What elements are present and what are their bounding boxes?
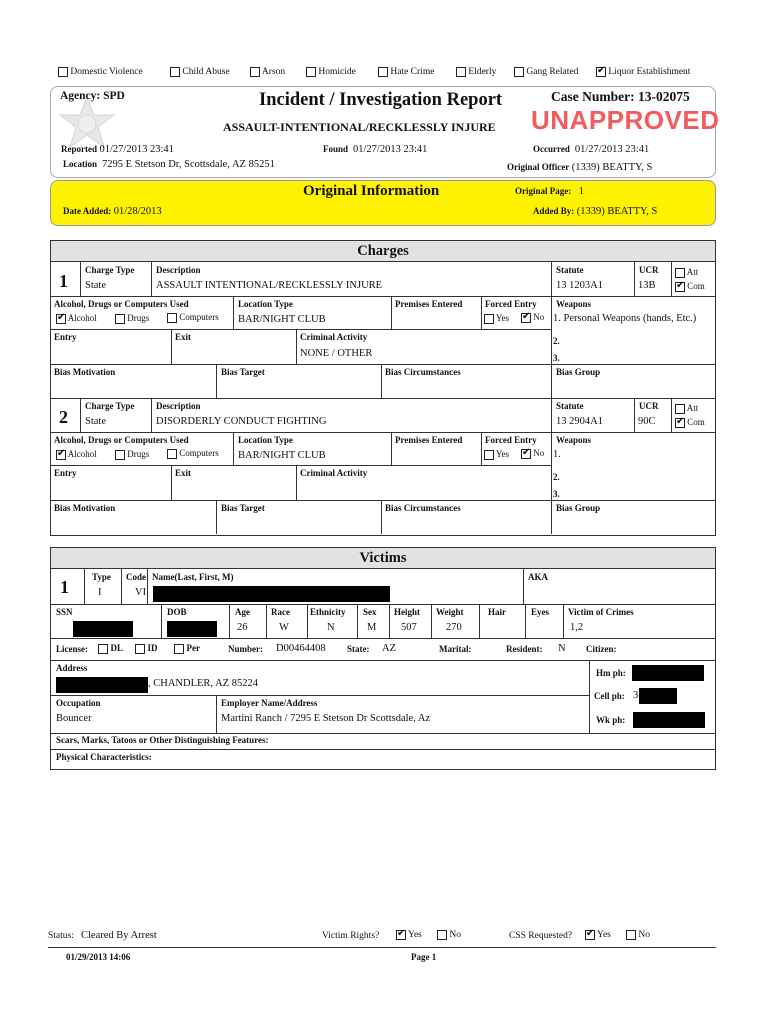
forced-entry-no[interactable]: ✔ No xyxy=(521,312,544,323)
age-label: Age xyxy=(235,607,250,617)
criminal-activity-value: NONE / OTHER xyxy=(300,348,373,359)
location-value: 7295 E Stetson Dr, Scottsdale, AZ 85251 xyxy=(102,159,275,170)
home-phone-redacted xyxy=(632,665,704,681)
statute-value: 13 2904A1 xyxy=(556,416,603,427)
unapproved-stamp: UNAPPROVED xyxy=(531,105,720,135)
bias-motivation-label: Bias Motivation xyxy=(54,503,116,513)
statute-label: Statute xyxy=(556,401,584,411)
bias-target-label: Bias Target xyxy=(221,367,265,377)
added-by-label: Added By: xyxy=(533,206,575,216)
exit-label: Exit xyxy=(175,332,192,342)
race-value: W xyxy=(279,622,289,633)
victims-title: Victims xyxy=(51,548,715,569)
statute-value: 13 1203A1 xyxy=(556,280,603,291)
reported-value: 01/27/2013 23:41 xyxy=(99,144,174,155)
weapons-label: Weapons xyxy=(556,435,592,445)
entry-label: Entry xyxy=(54,468,77,478)
resident-value: N xyxy=(558,643,566,654)
officer-value: (1339) BEATTY, S xyxy=(571,162,653,173)
victim-rights-no[interactable]: No xyxy=(437,930,461,940)
computers-checkbox[interactable]: Computers xyxy=(167,448,219,459)
charge-block xyxy=(51,398,715,534)
license-number-label: Number: xyxy=(228,644,263,654)
victim-name-redacted xyxy=(153,586,390,602)
victim-of-crimes-label: Victim of Crimes xyxy=(568,607,634,617)
page-number: Page 1 xyxy=(411,952,437,962)
found-label: Found xyxy=(323,144,349,154)
dob-label: DOB xyxy=(167,607,187,617)
cell-phone-redacted xyxy=(639,688,677,704)
work-phone-label: Wk ph: xyxy=(596,715,626,725)
age-value: 26 xyxy=(237,622,248,633)
employer-value: Martini Ranch / 7295 E Stetson Dr Scottsdale, Az xyxy=(221,713,431,724)
charge-number: 2 xyxy=(59,407,68,427)
criminal-activity-label: Criminal Activity xyxy=(300,468,368,478)
work-phone-redacted xyxy=(633,712,705,728)
occurred-value: 01/27/2013 23:41 xyxy=(574,144,650,155)
location-type-label: Location Type xyxy=(238,435,293,445)
entry-label: Entry xyxy=(54,332,77,342)
forced-entry-label: Forced Entry xyxy=(485,299,537,309)
date-added-label: Date Added: xyxy=(63,206,112,216)
forced-entry-yes[interactable]: Yes xyxy=(484,313,509,324)
victim-type-label: Type xyxy=(92,572,111,582)
weapons-label: Weapons xyxy=(556,299,592,309)
victim-aka-label: AKA xyxy=(528,572,548,582)
original-information-panel xyxy=(50,180,716,226)
ucr-label: UCR xyxy=(639,401,659,411)
footer-divider xyxy=(48,947,716,948)
address-label: Address xyxy=(56,663,88,673)
charge-number: 1 xyxy=(59,271,68,291)
height-label: Height xyxy=(394,607,420,617)
report-header xyxy=(50,86,720,178)
scars-label: Scars, Marks, Tatoos or Other Distinguishing Features: xyxy=(56,735,269,745)
description-label: Description xyxy=(156,265,201,275)
committed-checkbox[interactable]: ✔ Com xyxy=(675,417,705,428)
drugs-checkbox[interactable]: Drugs xyxy=(115,313,149,324)
victim-rights-label: Victim Rights? xyxy=(322,931,380,941)
weapon-1: 1. xyxy=(553,449,561,460)
license-row xyxy=(56,643,711,657)
status-label: Status: xyxy=(48,931,74,941)
flag-homicide[interactable]: Homicide xyxy=(306,67,356,77)
report-title: Incident / Investigation Report xyxy=(259,90,503,110)
charge-description: ASSAULT INTENTIONAL/RECKLESSLY INJURE xyxy=(156,280,383,291)
weapon-3: 3. xyxy=(553,489,560,499)
case-number-label: Case Number: xyxy=(551,89,635,104)
license-dl-checkbox[interactable]: DL xyxy=(98,643,123,654)
bias-motivation-label: Bias Motivation xyxy=(54,367,116,377)
victim-code: VI xyxy=(135,587,147,598)
alcohol-checkbox[interactable]: ✔ Alcohol xyxy=(56,313,97,324)
physical-characteristics-label: Physical Characteristics: xyxy=(56,752,152,762)
alcohol-checkbox[interactable]: ✔ Alcohol xyxy=(56,449,97,460)
status-value: Cleared By Arrest xyxy=(81,930,157,941)
sex-value: M xyxy=(367,622,377,633)
dob-redacted xyxy=(167,621,217,637)
charge-block xyxy=(51,262,715,398)
flags-row xyxy=(58,67,718,81)
css-requested-label: CSS Requested? xyxy=(509,931,573,941)
victims-section xyxy=(50,547,716,770)
bias-circumstances-label: Bias Circumstances xyxy=(385,503,461,513)
weight-value: 270 xyxy=(446,622,462,633)
ssn-redacted xyxy=(73,621,133,637)
home-phone-label: Hm ph: xyxy=(596,668,626,678)
date-added-value: 01/28/2013 xyxy=(113,206,162,217)
premises-entered-label: Premises Entered xyxy=(395,299,463,309)
premises-entered-label: Premises Entered xyxy=(395,435,463,445)
location-type-label: Location Type xyxy=(238,299,293,309)
cell-phone-label: Cell ph: xyxy=(594,691,625,701)
victim-rights-yes[interactable]: ✔ Yes xyxy=(396,930,422,940)
original-page-value: 1 xyxy=(578,186,584,197)
statute-label: Statute xyxy=(556,265,584,275)
charges-section xyxy=(50,240,716,536)
charge-type-label: Charge Type xyxy=(85,401,135,411)
eyes-label: Eyes xyxy=(531,607,549,617)
flag-domestic-violence[interactable]: Domestic Violence xyxy=(58,67,143,77)
flag-arson[interactable]: Arson xyxy=(250,67,285,77)
license-per-checkbox[interactable]: Per xyxy=(174,643,200,654)
ucr-label: UCR xyxy=(639,265,659,275)
license-id-checkbox[interactable]: ID xyxy=(135,643,158,654)
height-value: 507 xyxy=(401,622,417,633)
css-requested-no[interactable]: No xyxy=(626,930,650,940)
bias-circumstances-label: Bias Circumstances xyxy=(385,367,461,377)
forced-entry-no[interactable]: ✔ No xyxy=(521,448,544,459)
ethnicity-value: N xyxy=(327,622,335,633)
ssn-label: SSN xyxy=(56,607,73,617)
original-title: Original Information xyxy=(303,183,440,199)
weapon-2: 2. xyxy=(553,472,560,482)
charge-type-label: Charge Type xyxy=(85,265,135,275)
occurred-label: Occurred xyxy=(533,144,570,154)
resident-label: Resident: xyxy=(506,644,543,654)
ucr-value: 13B xyxy=(638,280,656,291)
hair-label: Hair xyxy=(488,607,506,617)
address-redacted xyxy=(56,677,148,693)
print-timestamp: 01/29/2013 14:06 xyxy=(66,952,131,962)
state-label: State: xyxy=(347,644,370,654)
occupation-value: Bouncer xyxy=(56,713,92,724)
victim-of-crimes-value: 1,2 xyxy=(570,622,584,633)
alcohol-drugs-computers-label: Alcohol, Drugs or Computers Used xyxy=(54,435,189,445)
flag-gang-related[interactable]: Gang Related xyxy=(514,67,578,77)
forced-entry-yes[interactable]: Yes xyxy=(484,449,509,460)
attempted-checkbox[interactable]: Att xyxy=(675,267,698,278)
bias-group-label: Bias Group xyxy=(556,367,601,377)
agency-value: SPD xyxy=(103,90,125,102)
victim-name-label: Name(Last, First, M) xyxy=(152,572,234,582)
ucr-value: 90C xyxy=(638,416,656,427)
added-by-value: (1339) BEATTY, S xyxy=(576,206,658,217)
cell-phone-fragment: 3 xyxy=(633,690,639,701)
charge-description: DISORDERLY CONDUCT FIGHTING xyxy=(156,416,327,427)
exit-label: Exit xyxy=(175,468,192,478)
weapon-2: 2. xyxy=(553,336,560,346)
sex-label: Sex xyxy=(363,607,377,617)
charges-title: Charges xyxy=(51,241,715,262)
employer-label: Employer Name/Address xyxy=(221,698,318,708)
original-page-label: Original Page: xyxy=(515,186,572,196)
drugs-checkbox[interactable]: Drugs xyxy=(115,449,149,460)
race-label: Race xyxy=(271,607,290,617)
victim-code-label: Code xyxy=(126,572,146,582)
css-requested-yes[interactable]: ✔ Yes xyxy=(585,930,611,940)
found-value: 01/27/2013 23:41 xyxy=(353,144,428,155)
marital-label: Marital: xyxy=(439,644,472,654)
attempted-checkbox[interactable]: Att xyxy=(675,403,698,414)
location-type-value: BAR/NIGHT CLUB xyxy=(238,314,326,325)
flag-liquor-establishment[interactable]: ✔ Liquor Establishment xyxy=(596,67,690,77)
case-number: 13-02075 xyxy=(638,89,690,104)
computers-checkbox[interactable]: Computers xyxy=(167,312,219,323)
location-type-value: BAR/NIGHT CLUB xyxy=(238,450,326,461)
victim-type: I xyxy=(98,587,102,598)
address-value: , CHANDLER, AZ 85224 xyxy=(148,678,258,689)
agency-label: Agency: xyxy=(60,90,101,102)
committed-checkbox[interactable]: ✔ Com xyxy=(675,281,705,292)
bias-group-label: Bias Group xyxy=(556,503,601,513)
charge-type: State xyxy=(85,280,106,291)
license-label: License: xyxy=(56,644,88,654)
flag-elderly[interactable]: Elderly xyxy=(456,67,496,77)
weight-label: Weight xyxy=(436,607,464,617)
citizen-label: Citizen: xyxy=(586,644,617,654)
flag-child-abuse[interactable]: Child Abuse xyxy=(170,67,230,77)
alcohol-drugs-computers-label: Alcohol, Drugs or Computers Used xyxy=(54,299,189,309)
location-label: Location xyxy=(63,159,98,169)
status-row xyxy=(48,930,718,946)
description-label: Description xyxy=(156,401,201,411)
weapon-1: 1. Personal Weapons (hands, Etc.) xyxy=(553,313,697,324)
victim-number: 1 xyxy=(60,577,69,597)
license-number-value: D00464408 xyxy=(276,643,326,654)
bias-target-label: Bias Target xyxy=(221,503,265,513)
offense-title: ASSAULT-INTENTIONAL/RECKLESSLY INJURE xyxy=(223,120,496,134)
reported-label: Reported xyxy=(61,144,97,154)
ethnicity-label: Ethnicity xyxy=(310,607,346,617)
occupation-label: Occupation xyxy=(56,698,101,708)
weapon-3: 3. xyxy=(553,353,560,363)
forced-entry-label: Forced Entry xyxy=(485,435,537,445)
state-value: AZ xyxy=(382,643,396,654)
charge-type: State xyxy=(85,416,106,427)
flag-hate-crime[interactable]: Hate Crime xyxy=(378,67,434,77)
criminal-activity-label: Criminal Activity xyxy=(300,332,368,342)
officer-label: Original Officer xyxy=(507,162,570,172)
